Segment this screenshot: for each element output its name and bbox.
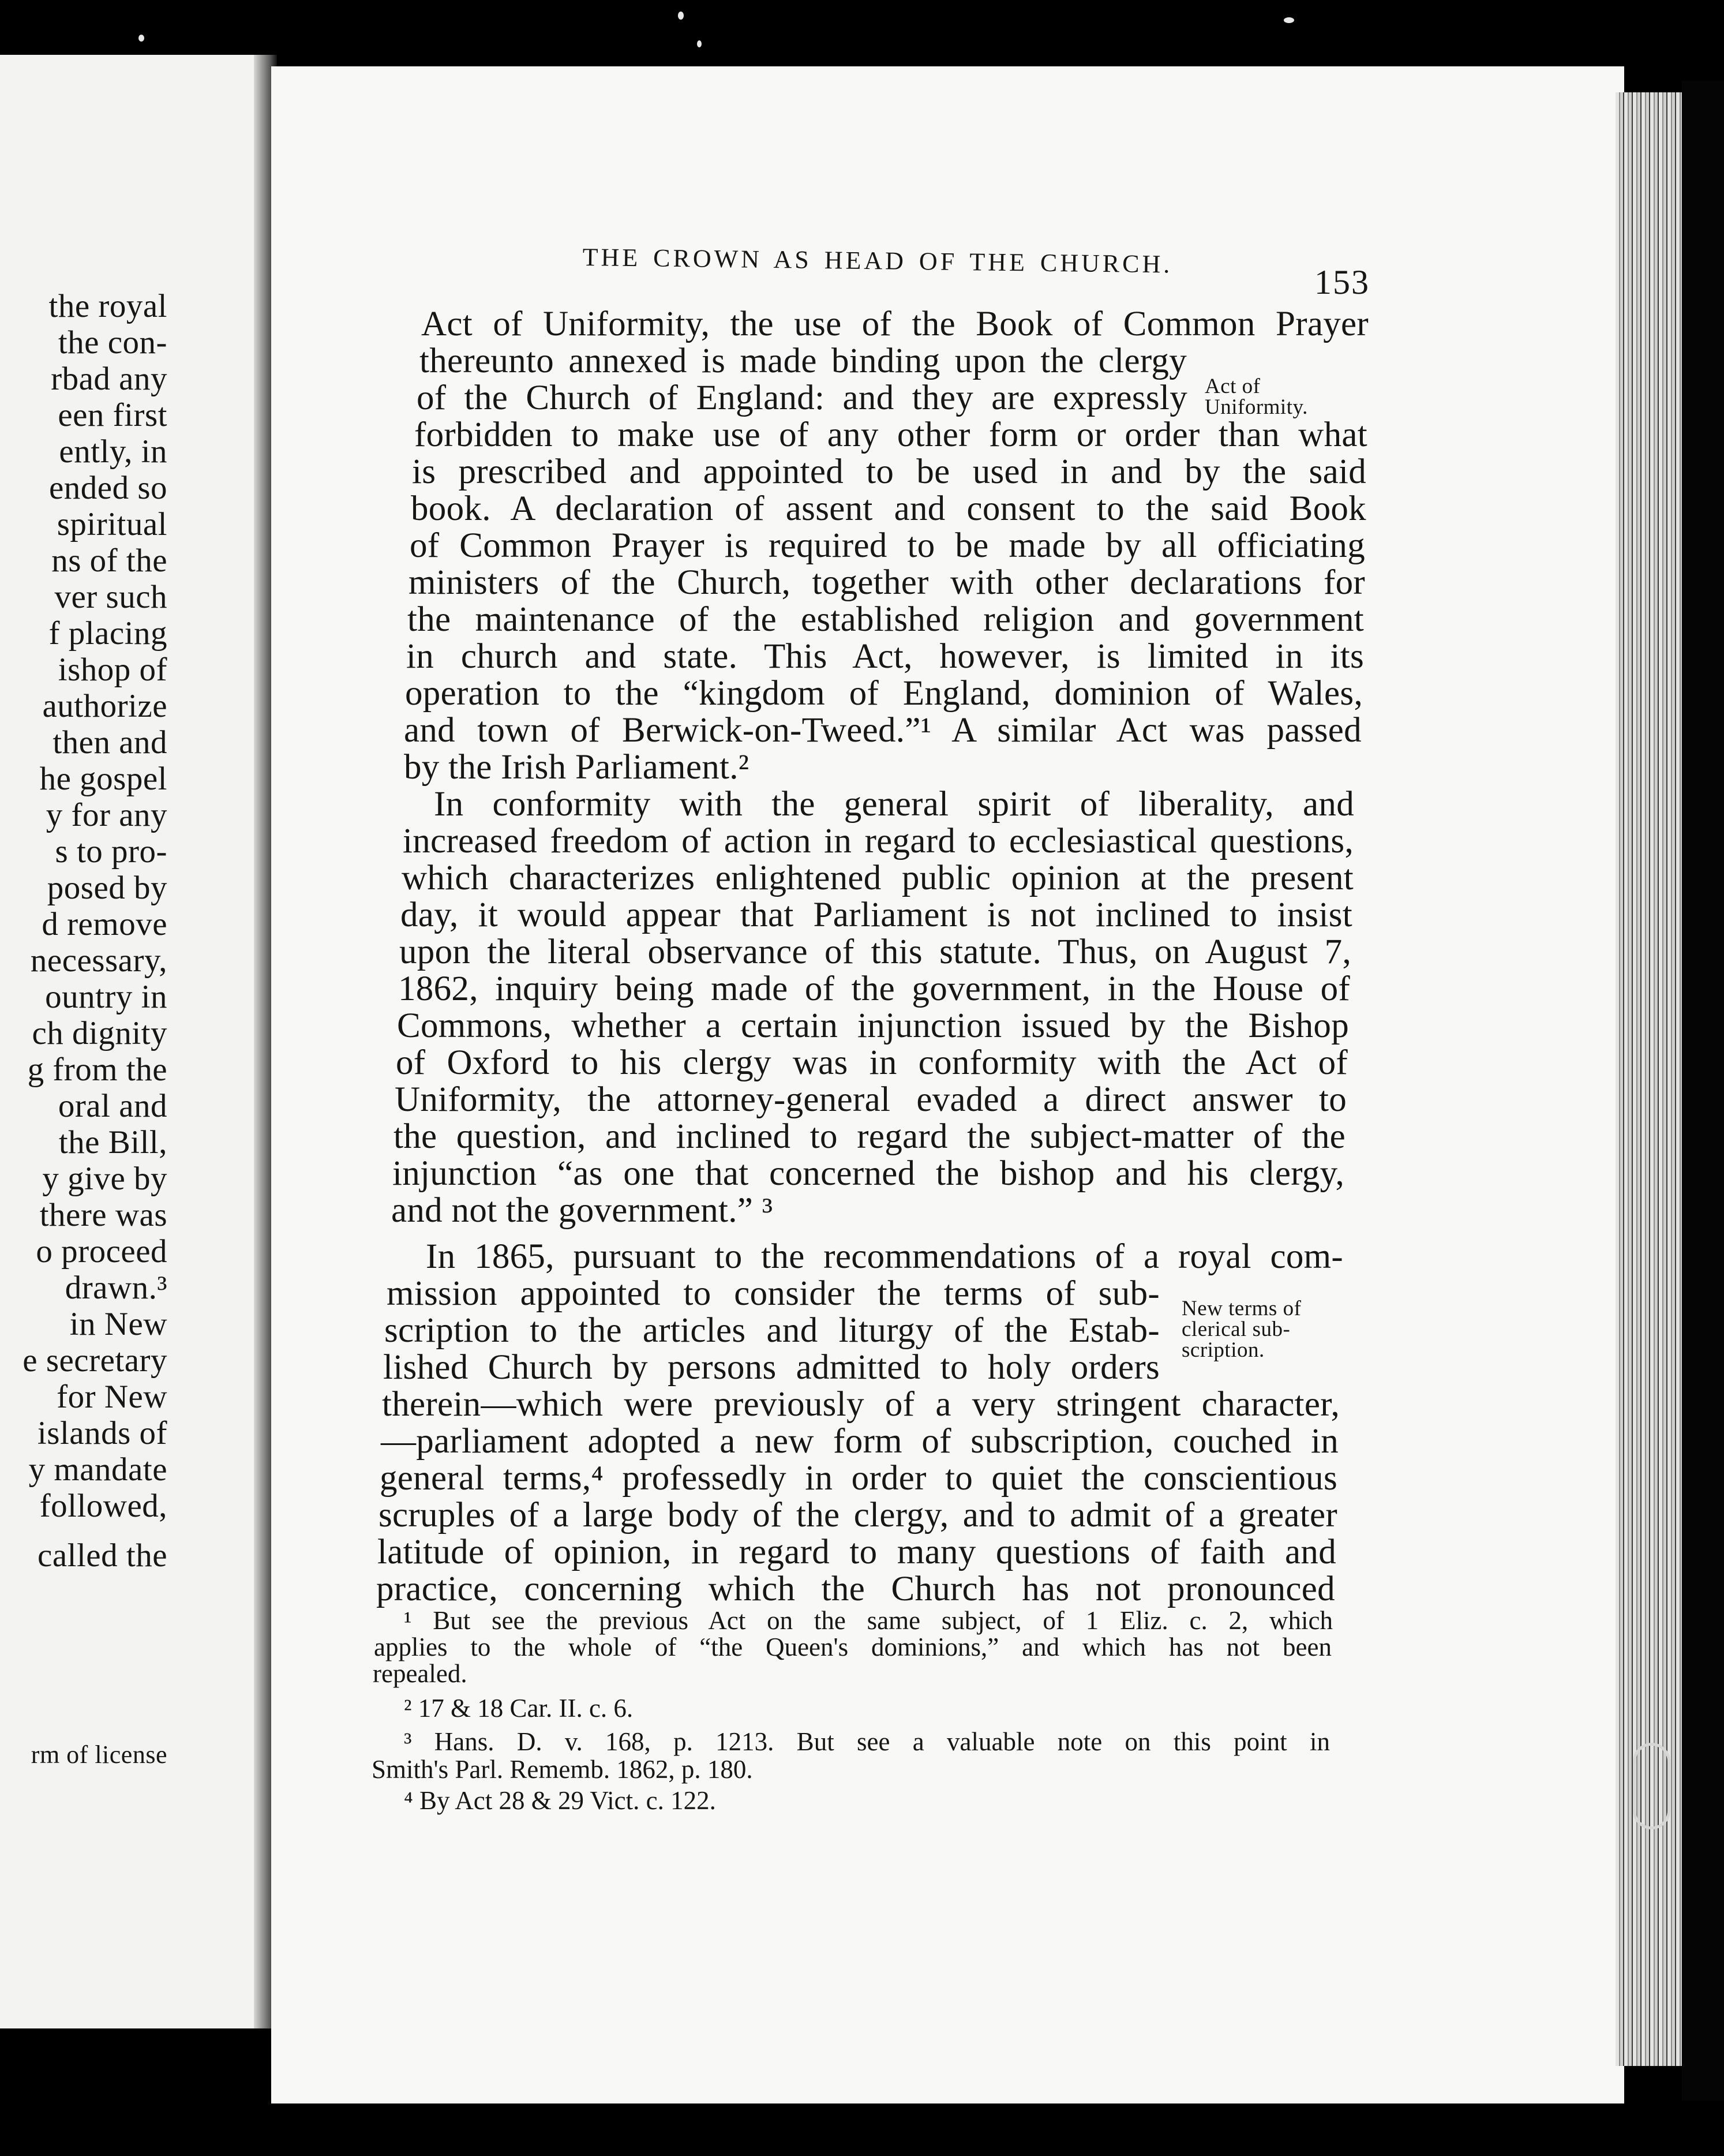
scan-speck	[697, 40, 702, 47]
margin-note-line: New terms of	[1182, 1297, 1302, 1320]
page-number: 153	[1314, 263, 1370, 301]
body-line: scription to the articles and liturgy of the Estab-	[384, 1311, 1160, 1350]
left-page-line: necessary,	[30, 942, 167, 979]
body-line: therein—which were previously of a very stringent character,	[382, 1385, 1340, 1424]
left-page-line: een first	[58, 397, 167, 433]
footnote-line: applies to the whole of “the Queen's dominions,” and which has not been	[374, 1633, 1332, 1661]
body-line: book. A declaration of assent and consent to the said Book	[411, 489, 1366, 528]
body-line: injunction “as one that concerned the bishop and his clergy,	[392, 1154, 1344, 1193]
body-line: operation to the “kingdom of England, dominion of Wales,	[405, 674, 1363, 713]
left-page-line: ver such	[54, 579, 167, 615]
margin-note-new-terms	[1182, 1298, 1301, 1361]
body-line: the maintenance of the established religion and government	[407, 600, 1364, 639]
left-page-line: ountry in	[45, 979, 167, 1015]
body-line: scruples of a large body of the clergy, and to admit of a greater	[378, 1496, 1337, 1534]
left-page-line: there was	[39, 1197, 167, 1233]
paper-clip-mark	[1633, 1743, 1670, 1829]
body-line: mission appointed to consider the terms of sub-	[387, 1274, 1160, 1313]
left-page-line: called the	[38, 1537, 167, 1574]
body-line: increased freedom of action in regard to ecclesiastical questions,	[403, 822, 1354, 860]
footnote-line: ³ Hans. D. v. 168, p. 1213. But see a valuable note on this point in	[404, 1727, 1330, 1756]
left-facing-page	[0, 55, 264, 2028]
left-page-line: in New	[69, 1306, 167, 1342]
body-line: 1862, inquiry being made of the government, in the House of	[398, 970, 1350, 1008]
scan-border	[1682, 81, 1724, 2101]
left-page-line: the royal	[48, 288, 167, 324]
margin-note-line: clerical sub-	[1182, 1317, 1291, 1341]
body-line: practice, concerning which the Church has not pronounced	[376, 1570, 1335, 1608]
footnote-line: ² 17 & 18 Car. II. c. 6.	[404, 1694, 634, 1723]
left-page-line: o proceed	[36, 1233, 167, 1270]
left-page-line: posed by	[47, 870, 167, 906]
body-line: of Oxford to his clergy was in conformity with the Act of	[396, 1043, 1348, 1082]
left-page-line: g from the	[27, 1051, 167, 1088]
margin-note-line: scription.	[1182, 1338, 1265, 1362]
left-page-line: oral and	[58, 1088, 167, 1124]
body-line: the question, and inclined to regard the subject-matter of the	[393, 1117, 1346, 1156]
left-page-line: s to pro-	[55, 833, 167, 870]
body-line: upon the literal observance of this statute. Thus, on August 7,	[399, 933, 1351, 971]
body-line: In conformity with the general spirit of liberality, and	[434, 785, 1354, 824]
body-line: ministers of the Church, together with other declarations for	[408, 563, 1365, 602]
footnote-line: ⁴ By Act 28 & 29 Vict. c. 122.	[404, 1786, 716, 1815]
body-line: —parliament adopted a new form of subscription, couched in	[381, 1422, 1339, 1461]
left-page-line: ishop of	[58, 652, 167, 688]
body-line: general terms,⁴ professedly in order to quiet the conscientious	[380, 1459, 1337, 1498]
left-page-line: then and	[53, 724, 167, 761]
footnote-line: ¹ But see the previous Act on the same subject, of 1 Eliz. c. 2, which	[404, 1606, 1333, 1635]
body-line: and not the government.” ³	[391, 1191, 773, 1230]
left-page-line: drawn.³	[65, 1270, 167, 1306]
left-page-line: authorize	[42, 688, 167, 724]
margin-note-line: Uniformity.	[1205, 395, 1308, 419]
body-line: and town of Berwick-on-Tweed.”¹ A similar Act was passed	[404, 711, 1362, 750]
body-line: thereunto annexed is made binding upon the clergy	[419, 342, 1187, 380]
body-line: of the Church of England: and they are expressly	[417, 379, 1187, 417]
body-line: In 1865, pursuant to the recommendations of a royal com-	[426, 1237, 1343, 1276]
left-page-line: y mandate	[28, 1451, 167, 1488]
left-page-line: y give by	[42, 1161, 167, 1197]
left-page-line: ended so	[48, 470, 167, 506]
left-page-line: ently, in	[59, 433, 167, 470]
left-page-line: followed,	[39, 1488, 167, 1524]
margin-note-act-of-uniformity	[1205, 376, 1308, 418]
body-line: Commons, whether a certain injunction issued by the Bishop	[397, 1006, 1349, 1045]
scan-speck	[138, 35, 144, 42]
left-page-footnote: rm of license	[31, 1740, 167, 1769]
scan-speck	[678, 12, 684, 20]
body-line: day, it would appear that Parliament is not inclined to insist	[400, 896, 1352, 934]
left-page-line: rbad any	[51, 361, 167, 397]
left-page-line: e secretary	[23, 1342, 167, 1379]
left-page-line: y for any	[46, 797, 167, 833]
body-line: forbidden to make use of any other form or order than what	[414, 416, 1367, 454]
left-page-line: d remove	[42, 906, 167, 942]
left-page-line: he gospel	[39, 761, 167, 797]
body-line: Uniformity, the attorney-general evaded a direct answer to	[395, 1080, 1347, 1119]
body-line: by the Irish Parliament.²	[404, 748, 749, 787]
left-page-line: f placing	[48, 615, 167, 652]
left-page-line: ch dignity	[32, 1015, 167, 1051]
footnote-line: Smith's Parl. Rememb. 1862, p. 180.	[372, 1755, 753, 1784]
body-line: of Common Prayer is required to be made by all officiating	[410, 526, 1365, 565]
left-page-line: spiritual	[57, 506, 167, 542]
body-line: is prescribed and appointed to be used in and by the said	[412, 452, 1366, 491]
running-head: THE CROWN AS HEAD OF THE CHURCH.	[582, 242, 1173, 279]
scan-speck	[1284, 17, 1294, 23]
left-page-line: the con-	[58, 324, 167, 361]
body-line: latitude of opinion, in regard to many questions of faith and	[377, 1533, 1336, 1571]
left-page-line: ns of the	[51, 542, 167, 579]
body-line: which characterizes enlightened public opinion at the present	[402, 859, 1354, 897]
footnote-line: repealed.	[373, 1659, 467, 1688]
left-page-line: the Bill,	[58, 1124, 167, 1161]
body-line: lished Church by persons admitted to holy orders	[383, 1348, 1160, 1387]
body-line: in church and state. This Act, however, is limited in its	[406, 637, 1364, 676]
left-page-line: for New	[57, 1379, 167, 1415]
left-page-line: islands of	[37, 1415, 167, 1451]
margin-note-line: Act of	[1205, 375, 1261, 398]
body-line: Act of Uniformity, the use of the Book of Common Prayer	[421, 305, 1369, 343]
